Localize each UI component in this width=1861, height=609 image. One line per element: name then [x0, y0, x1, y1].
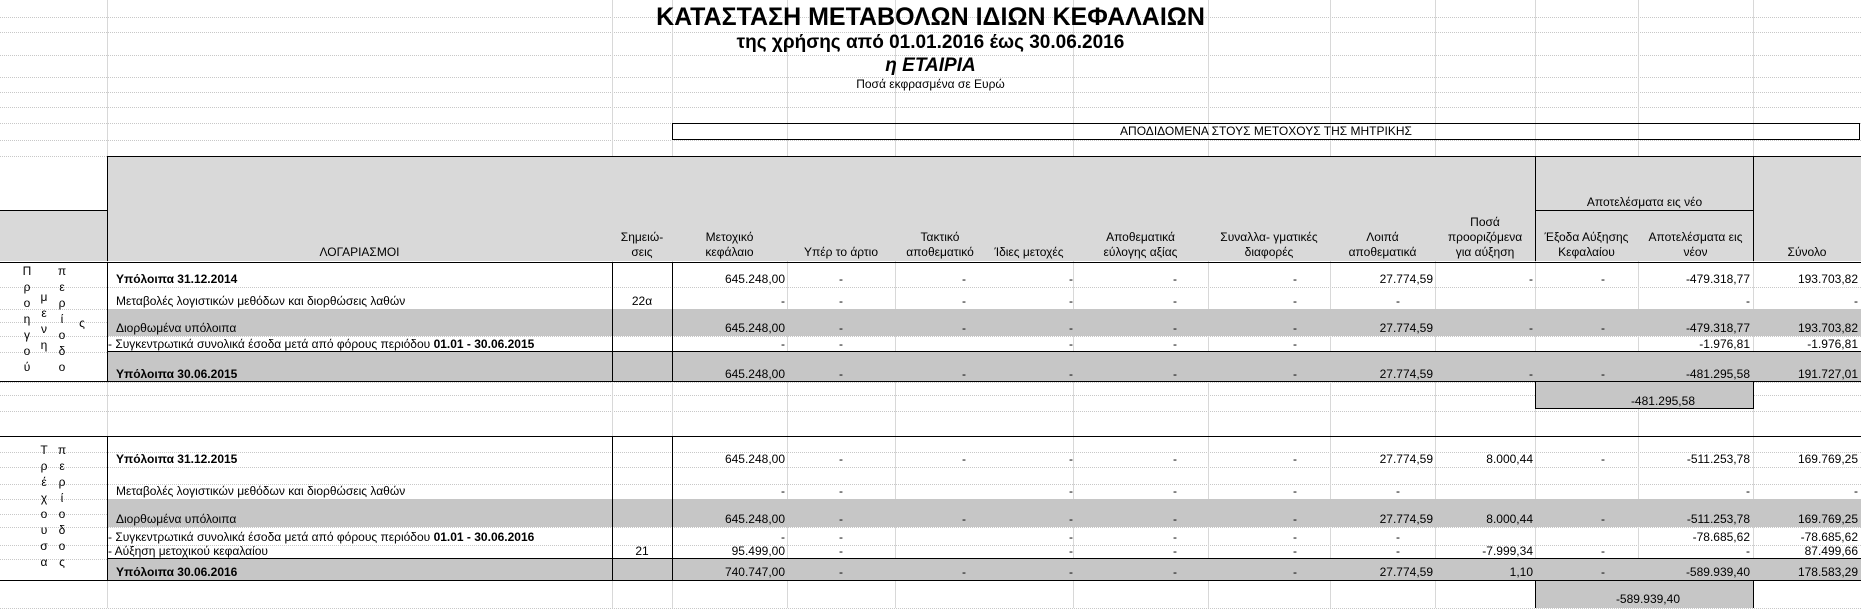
period-label-current: ο — [58, 507, 66, 521]
period-label-current: α — [40, 555, 48, 569]
cell-value: - — [1746, 294, 1750, 308]
cell-value: 27.774,59 — [1379, 565, 1433, 579]
cell-value: 645.248,00 — [724, 452, 785, 466]
cell-value: - — [1396, 530, 1400, 544]
cell-value: - — [1173, 321, 1177, 335]
cell-value: - — [1173, 367, 1177, 381]
row-label: Διορθωμένα υπόλοιπα — [116, 321, 237, 335]
cell-value: - — [1173, 452, 1177, 466]
cell-value: 1,10 — [1509, 565, 1533, 579]
period-label-current: ο — [40, 507, 48, 521]
period-label-previous: η — [23, 312, 31, 326]
cell-value: - — [1173, 530, 1177, 544]
cell-value: 95.499,00 — [731, 544, 785, 558]
cell-value: - — [781, 530, 785, 544]
cell-value: - — [839, 484, 843, 498]
cell-value: - — [1529, 272, 1533, 286]
fair-value-header: Αποθεματικά εύλογης αξίας — [1103, 230, 1178, 259]
cell-value: -1.976,81 — [1699, 337, 1750, 351]
row-note: 22α — [631, 294, 653, 308]
header-band-left — [0, 210, 107, 261]
cell-value: 645.248,00 — [724, 321, 785, 335]
period-label-previous: π — [57, 264, 67, 278]
cell-value: - — [839, 512, 843, 526]
cell-value: 27.774,59 — [1379, 512, 1433, 526]
cell-value: 27.774,59 — [1379, 321, 1433, 335]
cell-value: 645.248,00 — [724, 512, 785, 526]
cell-value: - — [839, 565, 843, 579]
cell-value: - — [1746, 484, 1750, 498]
cell-value: -511.253,78 — [1686, 452, 1750, 466]
cell-value: 645.248,00 — [724, 272, 785, 286]
cell-value: - — [1069, 321, 1073, 335]
cell-value: - — [1601, 321, 1605, 335]
cell-value: - — [1854, 484, 1858, 498]
cell-value: - — [1601, 367, 1605, 381]
own-shares-header: Ίδιες μετοχές — [994, 245, 1064, 259]
cell-value: - — [962, 367, 966, 381]
cell-value: - — [1529, 367, 1533, 381]
cell-value: - — [1396, 294, 1400, 308]
row-label: - Συγκεντρωτικά συνολικά έσοδα μετά από φόρους περιόδου 01.01 - 30.06.2015 — [108, 337, 535, 351]
cell-value: 27.774,59 — [1379, 367, 1433, 381]
row-label: Υπόλοιπα 31.12.2014 — [116, 272, 238, 286]
fx-diff-header: Συναλλα- γματικές διαφορές — [1220, 230, 1318, 259]
cell-value: - — [1293, 512, 1297, 526]
period-label-previous: δ — [58, 344, 66, 358]
cell-value: - — [1293, 452, 1297, 466]
row-label: Διορθωμένα υπόλοιπα — [116, 512, 237, 526]
cell-value: - — [1293, 367, 1297, 381]
cell-value: - — [1173, 544, 1177, 558]
cell-value: - — [1529, 321, 1533, 335]
period-label-current: ς — [59, 555, 65, 569]
cell-value: 645.248,00 — [724, 367, 785, 381]
cell-value: - — [1293, 565, 1297, 579]
total-header: Σύνολο — [1787, 245, 1827, 259]
cell-value: - — [962, 565, 966, 579]
share-capital-header: Μετοχικό κεφάλαιο — [705, 230, 754, 259]
period-label-current: Τ — [40, 443, 48, 457]
period-label-previous: ο — [23, 344, 31, 358]
cell-value: -78.685,62 — [1692, 530, 1750, 544]
cell-value: - — [839, 544, 843, 558]
cell-value: 87.499,66 — [1804, 544, 1858, 558]
cell-value: -479.318,77 — [1685, 272, 1750, 286]
cell-value: 8.000,44 — [1486, 512, 1533, 526]
period-label-previous: Π — [22, 264, 32, 278]
period-label-current: έ — [41, 475, 47, 489]
cell-value: - — [1293, 321, 1297, 335]
company-name: η ΕΤΑΙΡΙΑ — [885, 55, 976, 76]
cell-value: - — [1069, 272, 1073, 286]
cell-value: - — [1173, 272, 1177, 286]
cell-value: - — [962, 272, 966, 286]
prev-subtotal: -481.295,58 — [1630, 394, 1695, 408]
row-label: Μεταβολές λογιστικών μεθόδων και διορθώσεις λαθών — [116, 294, 406, 308]
cell-value: - — [839, 452, 843, 466]
period-label-current: δ — [58, 523, 66, 537]
period-label-current: ρ — [40, 459, 48, 473]
cell-value: - — [962, 512, 966, 526]
cell-value: - — [781, 337, 785, 351]
cell-value: - — [1746, 544, 1750, 558]
retained-header: Αποτελέσματα εις νέον — [1648, 230, 1743, 259]
period-label-current: ε — [59, 459, 65, 473]
period-label-previous: ε — [59, 280, 65, 294]
period-label-previous: ο — [58, 328, 66, 342]
page-subtitle: της χρήσης από 01.01.2016 έως 30.06.2016 — [736, 32, 1125, 53]
period-label-current: ρ — [58, 475, 66, 489]
period-label-current: υ — [40, 523, 48, 537]
row-note: 21 — [635, 544, 649, 558]
period-label-previous: ν — [41, 322, 47, 336]
cell-value: - — [839, 321, 843, 335]
period-label-current: ο — [58, 539, 66, 553]
cell-value: -1.976,81 — [1807, 337, 1858, 351]
cell-value: -479.318,77 — [1685, 321, 1750, 335]
cell-value: - — [1173, 565, 1177, 579]
cell-value: - — [839, 337, 843, 351]
period-label-current: χ — [40, 491, 48, 505]
cell-value: 8.000,44 — [1486, 452, 1533, 466]
cell-value: - — [1173, 294, 1177, 308]
period-label-previous: ρ — [23, 280, 31, 294]
cell-value: - — [1069, 367, 1073, 381]
cell-value: - — [839, 367, 843, 381]
cell-value: 27.774,59 — [1379, 452, 1433, 466]
cell-value: - — [1069, 452, 1073, 466]
cell-value: - — [962, 321, 966, 335]
cell-value: - — [1069, 484, 1073, 498]
cell-value: - — [839, 530, 843, 544]
cell-value: -511.253,78 — [1686, 512, 1750, 526]
period-label-current: σ — [40, 539, 48, 553]
cell-value: - — [781, 484, 785, 498]
cell-value: - — [962, 294, 966, 308]
cell-value: - — [1173, 337, 1177, 351]
row-label: Υπόλοιπα 30.06.2016 — [116, 565, 238, 579]
cell-value: - — [1293, 544, 1297, 558]
period-label-previous: ο — [23, 296, 31, 310]
period-label-previous: η — [40, 338, 48, 352]
cell-value: 169.769,25 — [1797, 452, 1858, 466]
cell-value: 191.727,01 — [1797, 367, 1858, 381]
increase-costs-header: Έξοδα Αύξησης Κεφαλαίου — [1544, 230, 1629, 259]
row-label: Μεταβολές λογιστικών μεθόδων και διορθώσεις λαθών — [116, 484, 406, 498]
attributable-header: ΑΠΟΔΙΔΟΜΕΝΑ ΣΤΟΥΣ ΜΕΤΟΧΟΥΣ ΤΗΣ ΜΗΤΡΙΚΗΣ — [672, 123, 1860, 140]
cell-value: - — [1601, 565, 1605, 579]
cell-value: - — [1601, 452, 1605, 466]
legal-reserve-header: Τακτικό αποθεματικό — [906, 230, 974, 259]
share-premium-header: Υπέρ το άρτιο — [803, 245, 879, 259]
cell-value: 178.583,29 — [1797, 565, 1858, 579]
cell-value: - — [1396, 544, 1400, 558]
period-label-previous: ί — [60, 312, 64, 326]
cell-value: - — [1293, 294, 1297, 308]
cell-value: - — [1069, 565, 1073, 579]
cell-value: 193.703,82 — [1797, 321, 1858, 335]
cell-value: - — [1396, 484, 1400, 498]
cell-value: -78.685,62 — [1800, 530, 1858, 544]
currency-note: Ποσά εκφρασμένα σε Ευρώ — [856, 77, 1005, 91]
increase-reserve-header: Ποσά προοριζόμενα για αύξηση — [1447, 215, 1523, 259]
row-label: Υπόλοιπα 30.06.2015 — [116, 367, 238, 381]
curr-subtotal: -589.939,40 — [1615, 592, 1680, 606]
period-label-current: ί — [60, 491, 64, 505]
page-title: ΚΑΤΑΣΤΑΣΗ ΜΕΤΑΒΟΛΩΝ ΙΔΙΩΝ ΚΕΦΑΛΑΙΩΝ — [656, 3, 1205, 31]
cell-value: -7.999,34 — [1482, 544, 1533, 558]
cell-value: - — [1293, 484, 1297, 498]
accounts-header: ΛΟΓΑΡΙΑΣΜΟΙ — [319, 245, 400, 259]
other-reserves-header: Λοιπά αποθεματικά — [1348, 230, 1417, 259]
cell-value: 740.747,00 — [724, 565, 785, 579]
row-label: - Συγκεντρωτικά συνολικά έσοδα μετά από φόρους περιόδου 01.01 - 30.06.2016 — [108, 530, 535, 544]
cell-value: - — [1601, 544, 1605, 558]
cell-value: - — [1069, 337, 1073, 351]
row-label: Υπόλοιπα 31.12.2015 — [116, 452, 238, 466]
notes-header: Σημειώ- σεις — [620, 230, 664, 259]
cell-value: - — [1601, 272, 1605, 286]
cell-value: - — [1854, 294, 1858, 308]
period-label-previous: μ — [40, 290, 48, 304]
cell-value: - — [781, 294, 785, 308]
period-label-previous: ύ — [23, 360, 31, 374]
cell-value: 169.769,25 — [1797, 512, 1858, 526]
cell-value: - — [839, 272, 843, 286]
cell-value: - — [839, 294, 843, 308]
cell-value: - — [1293, 337, 1297, 351]
period-label-previous: γ — [24, 328, 30, 342]
period-label-previous: ο — [58, 360, 66, 374]
cell-value: -589.939,40 — [1685, 565, 1750, 579]
cell-value: - — [1293, 272, 1297, 286]
cell-value: - — [1069, 530, 1073, 544]
cell-value: - — [1601, 512, 1605, 526]
cell-value: - — [962, 452, 966, 466]
cell-value: 193.703,82 — [1797, 272, 1858, 286]
period-label-previous: ε — [41, 306, 47, 320]
cell-value: - — [1173, 512, 1177, 526]
cell-value: - — [1293, 530, 1297, 544]
period-label-previous: ρ — [58, 296, 66, 310]
period-label-current: π — [57, 443, 67, 457]
cell-value: - — [1069, 512, 1073, 526]
cell-value: 27.774,59 — [1379, 272, 1433, 286]
retained-group-header: Αποτελέσματα εις νέο — [1586, 195, 1703, 209]
cell-value: - — [1069, 294, 1073, 308]
cell-value: - — [1173, 484, 1177, 498]
cell-value: - — [1069, 544, 1073, 558]
row-label: - Αύξηση μετοχικού κεφαλαίου — [108, 544, 268, 558]
period-label-previous: ς — [79, 316, 85, 330]
cell-value: -481.295,58 — [1685, 367, 1750, 381]
